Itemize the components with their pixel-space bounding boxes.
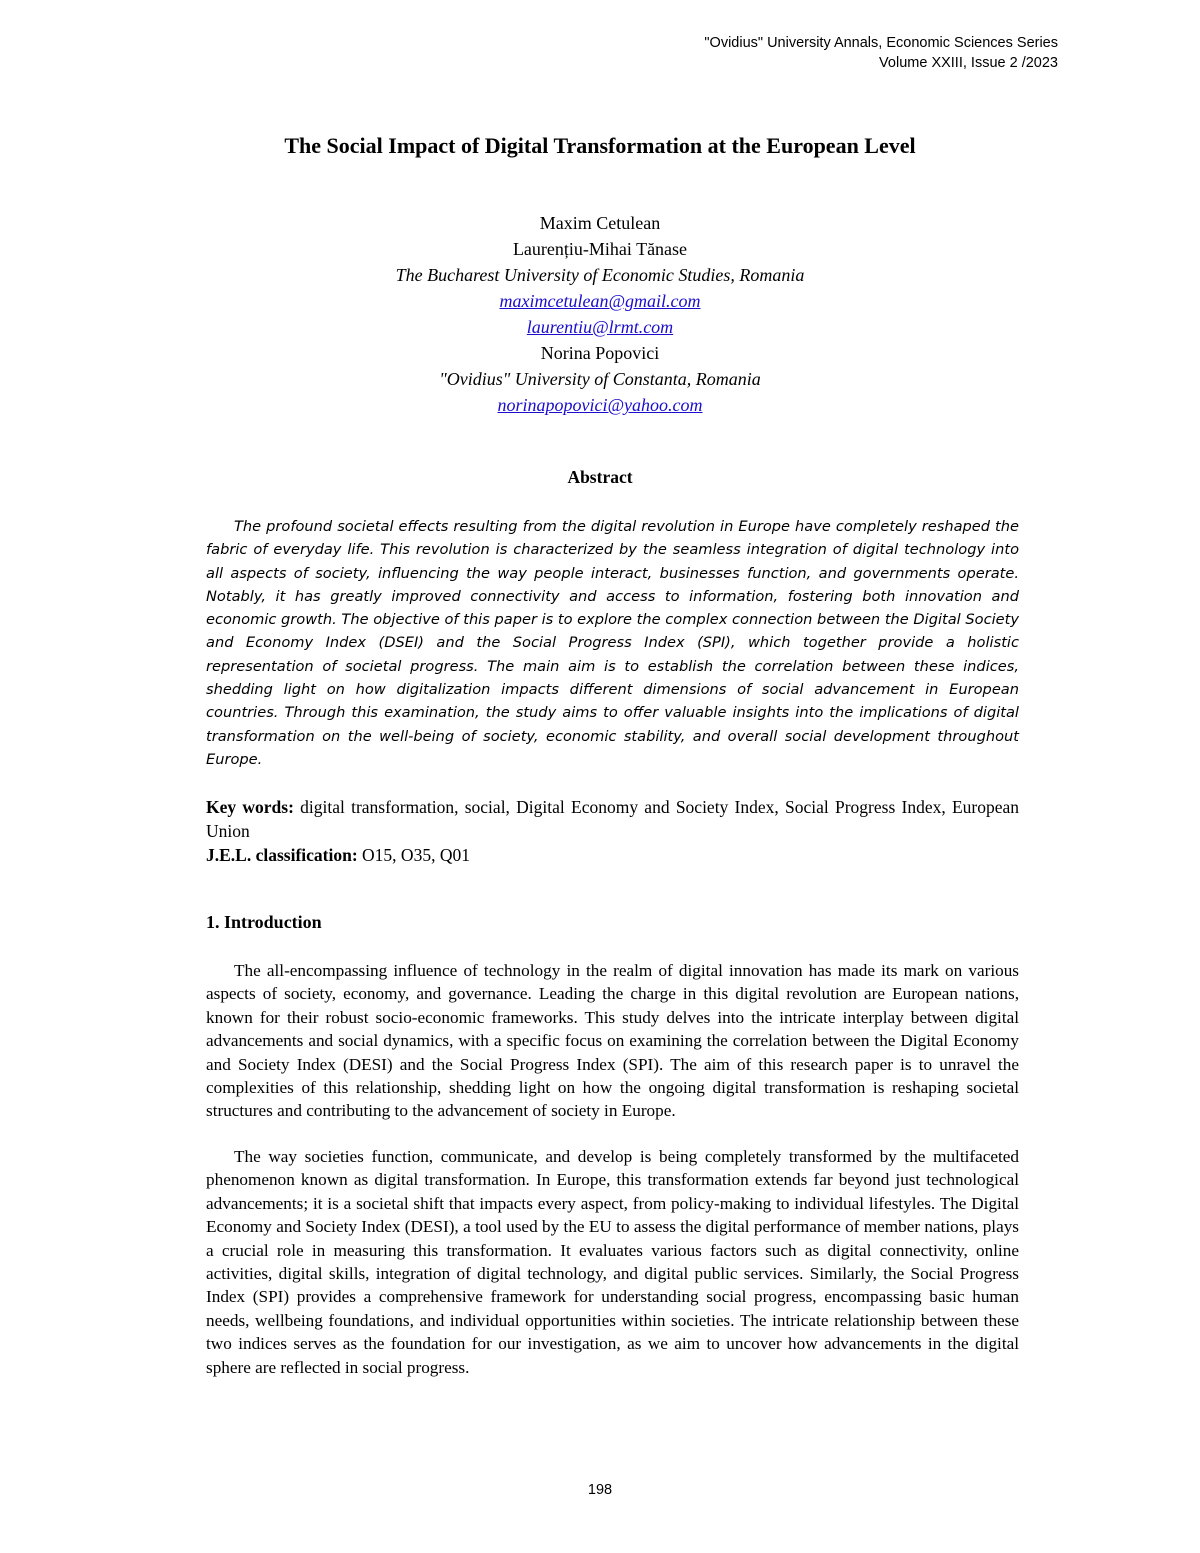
jel-classification: [206, 843, 1019, 867]
jel-label: J.E.L. classification:: [206, 845, 358, 865]
journal-name: "Ovidius" University Annals, Economic Sciences Series: [704, 35, 1058, 51]
author-block: [0, 210, 1200, 418]
author-affiliation: The Bucharest University of Economic Studies, Romania: [395, 265, 805, 285]
jel-codes: O15, O35, Q01: [357, 845, 470, 865]
body-paragraph: The way societies function, communicate, and develop is being completely transformed by the multifaceted phenomenon known as digital transformation. In Europe, this transformation extends far beyond just technological advancements; it is a societal shift that impacts every aspect, from policy-making to individual lifestyles. The Digital Economy and Society Index (DESI), a tool used by the EU to assess the digital performance of member nations, plays a crucial role in measuring this transformation. It evaluates various factors such as digital connectivity, online activities, digital skills, integration of digital technology, and digital public services. Similarly, the Social Progress Index (SPI) provides a comprehensive framework for understanding social progress, encompassing basic human needs, wellbeing foundations, and individual opportunities within societies. The intricate relationship between these two indices serves as the foundation for our investigation, as we aim to uncover how advancements in the digital sphere are reflected in social progress.: [206, 1147, 1019, 1377]
body-paragraph: The all-encompassing influence of technology in the realm of digital innovation has made its mark on various aspects of society, economy, and governance. Leading the charge in this digital revolution are European nations, known for their robust socio-economic frameworks. This study delves into the intricate interplay between digital advancements and social dynamics, with a specific focus on examining the correlation between the Digital Economy and Society Index (DESI) and the Social Progress Index (SPI). The aim of this research paper is to unravel the complexities of this relationship, shedding light on how the ongoing digital transformation is reshaping societal structures and contributing to the advancement of society in Europe.: [206, 961, 1019, 1121]
abstract-text: The profound societal effects resulting from the digital revolution in Europe have completely reshaped the fabric of everyday life. This revolution is characterized by the seamless integration of digital technology into all aspects of society, influencing the way people interact, businesses function, and governments operate. Notably, it has greatly improved connectivity and access to information, fostering both innovation and economic growth. The objective of this paper is to explore the complex connection between the Digital Society and Economy Index (DSEI) and the Social Progress Index (SPI), which together provide a holistic representation of societal progress. The main aim is to establish the correlation between these indices, shedding light on how digitalization impacts different dimensions of social advancement in European countries. Through this examination, the study aims to offer valuable insights into the implications of digital transformation on the well-being of society, economic stability, and overall social development throughout Europe.: [206, 518, 1019, 768]
author-name: Norina Popovici: [540, 343, 660, 363]
paper-title: The Social Impact of Digital Transformation at the European Level: [284, 133, 916, 158]
running-header: [704, 33, 1058, 73]
page-number: 198: [587, 1482, 613, 1498]
author-email-link[interactable]: maximcetulean@gmail.com: [499, 291, 701, 311]
journal-volume: Volume XXIII, Issue 2 /2023: [879, 55, 1058, 71]
author-name: Maxim Cetulean: [539, 213, 661, 233]
keywords: [206, 795, 1019, 843]
section-heading: 1. Introduction: [206, 912, 322, 932]
author-name: Laurențiu-Mihai Tănase: [512, 239, 688, 259]
author-email-link[interactable]: norinapopovici@yahoo.com: [497, 395, 703, 415]
author-affiliation: "Ovidius" University of Constanta, Romania: [439, 369, 761, 389]
author-email-link[interactable]: laurentiu@lrmt.com: [526, 317, 674, 337]
keywords-text: digital transformation, social, Digital Economy and Society Index, Social Progress Index, European Union: [206, 797, 1019, 841]
keywords-label: Key words:: [206, 797, 294, 817]
abstract-heading: Abstract: [567, 467, 633, 487]
